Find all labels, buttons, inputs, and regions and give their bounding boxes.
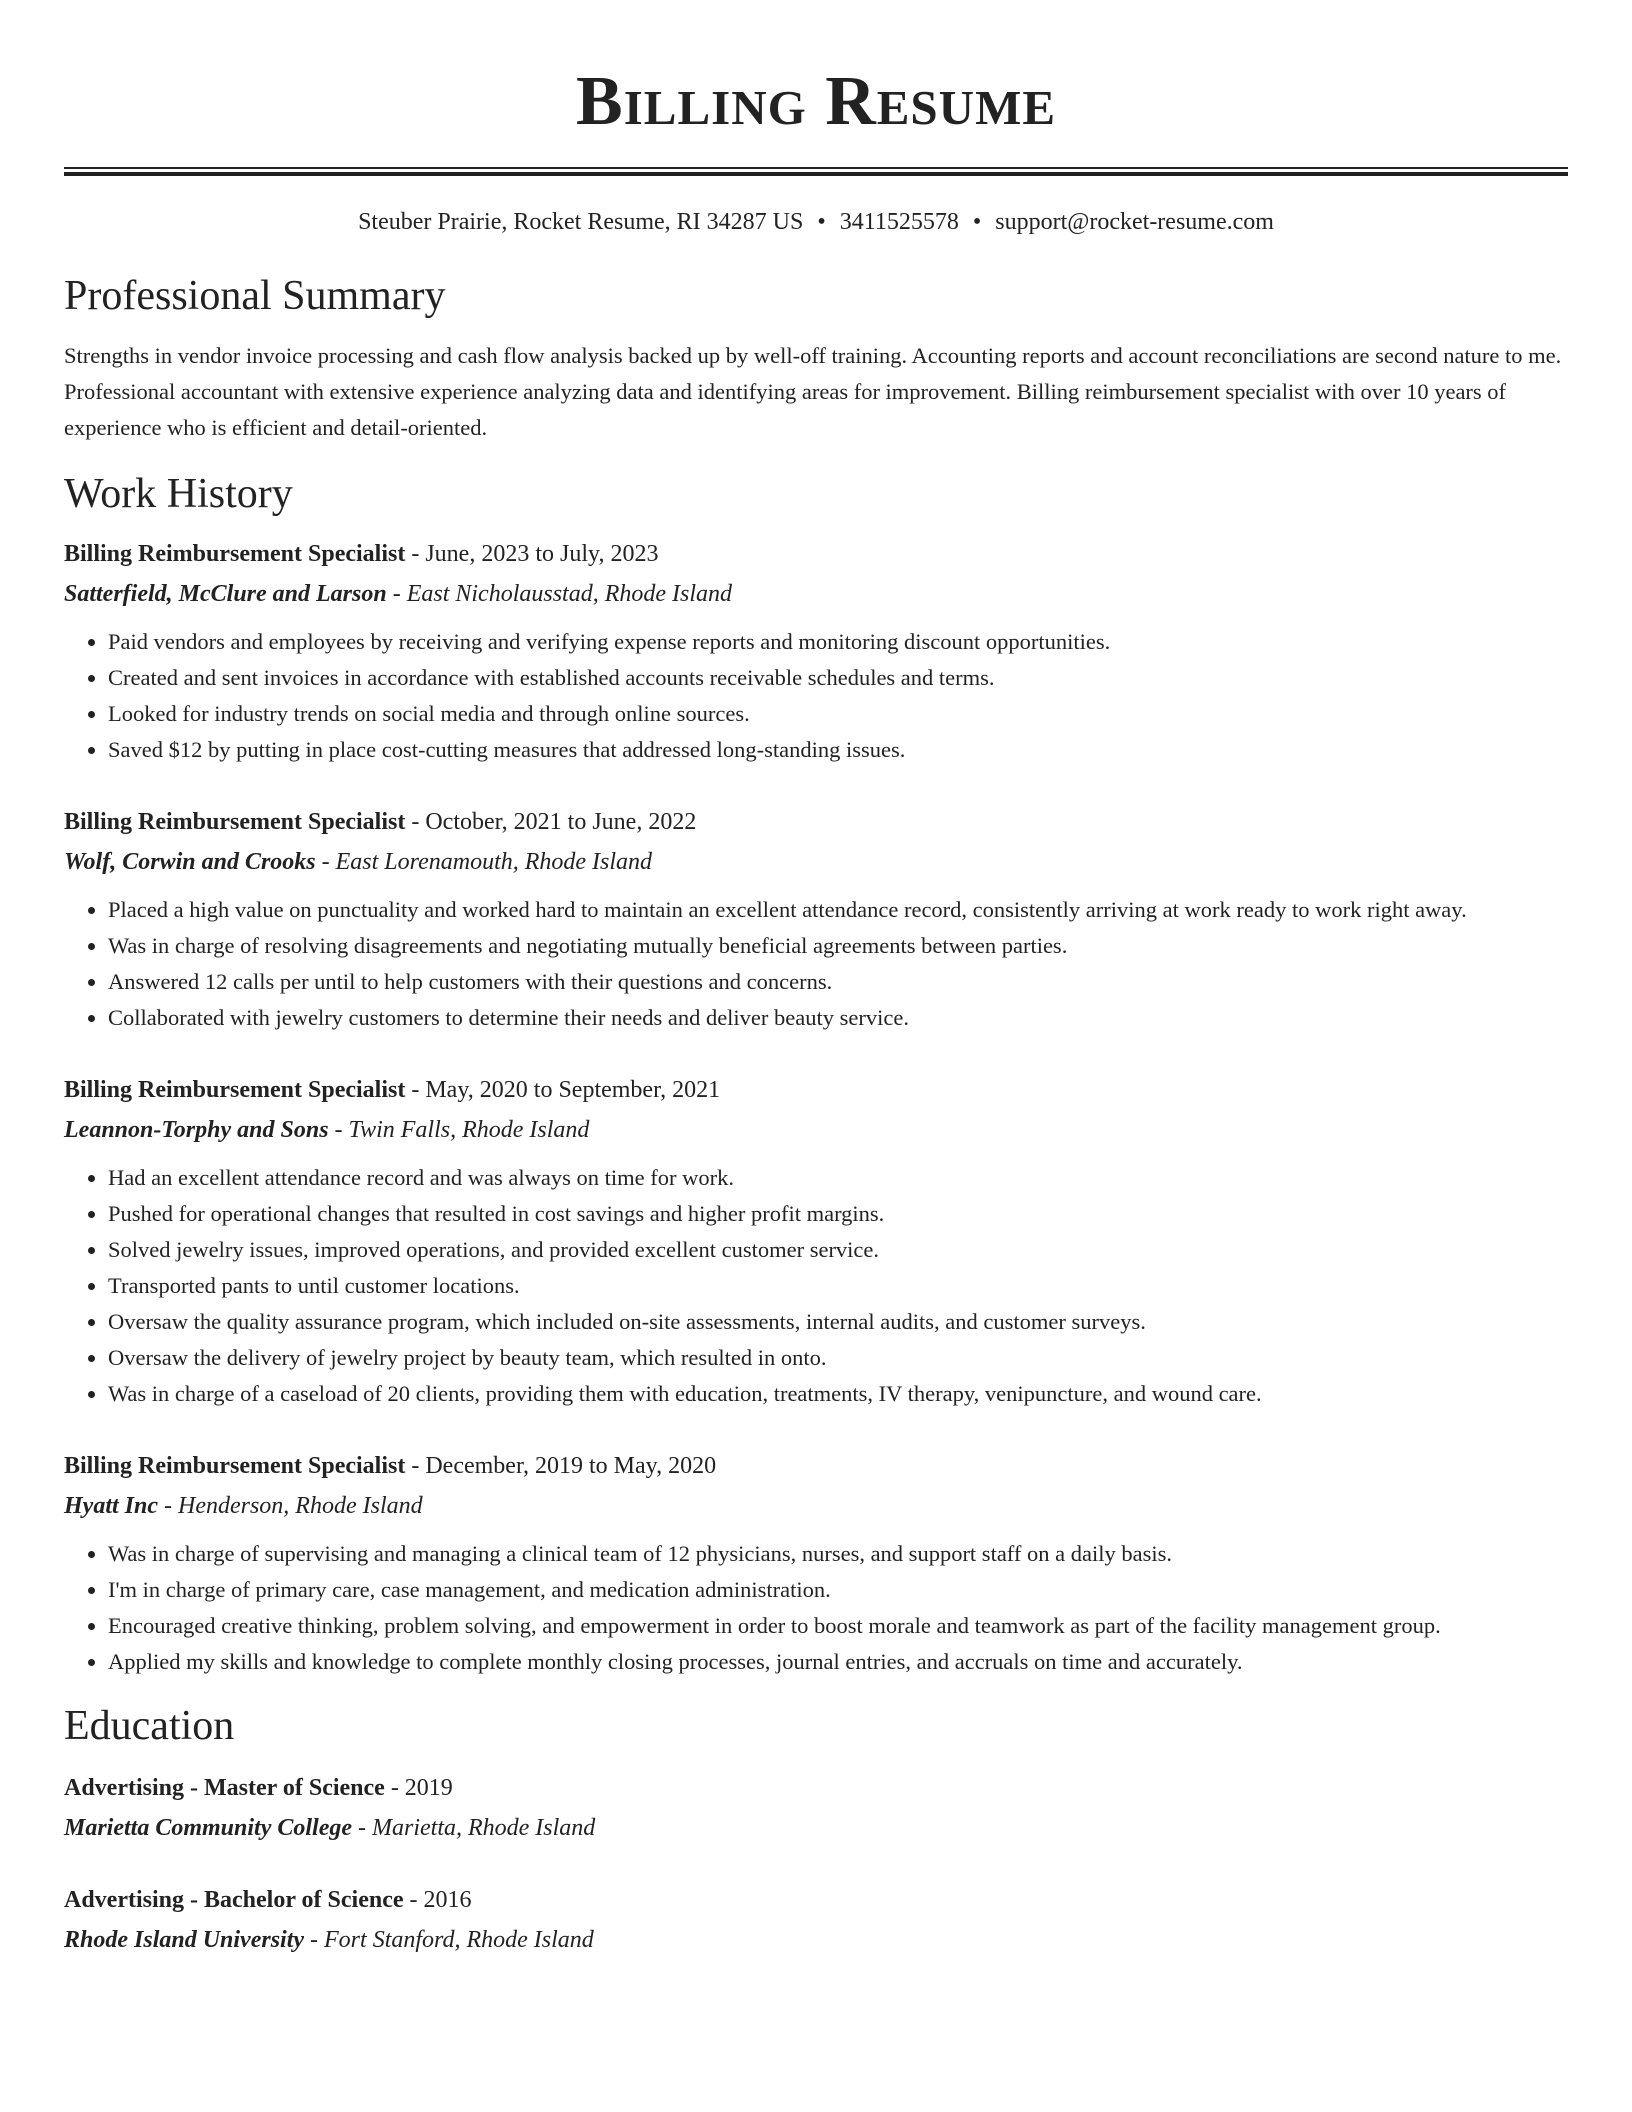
duty-item: • Oversaw the delivery of jewelry project by beauty team, which resulted in onto.	[108, 1340, 1568, 1376]
job-duties	[64, 624, 1568, 768]
contact-separator: •	[972, 209, 982, 235]
duty-item: • Pushed for operational changes that resulted in cost savings and higher profit margins.	[108, 1196, 1568, 1232]
resume-title: Billing Resume	[576, 63, 1056, 140]
job-duties	[64, 1160, 1568, 1412]
contact-phone: 3411525578	[839, 209, 959, 235]
summary-heading: Professional Summary	[64, 273, 446, 319]
title-divider	[64, 167, 1568, 176]
job-title-line	[64, 1070, 1568, 1110]
job-company: Leannon-Torphy and Sons	[64, 1117, 329, 1143]
job-title: Billing Reimbursement Specialist	[64, 1077, 406, 1103]
contact-email: support@rocket-resume.com	[995, 209, 1274, 235]
duty-item: • Had an excellent attendance record and was always on time for work.	[108, 1160, 1568, 1196]
summary-text: Strengths in vendor invoice processing and cash flow analysis backed up by well-off training. Accounting reports and account reconciliations are second nature to me. Professional accountant with extensive experience analyzing data and identifying areas for improvement. Billing reimbursement specialist with over 10 years of experience who is efficient and detail-oriented.	[64, 343, 1562, 440]
job-location: - East Nicholausstad, Rhode Island	[386, 581, 733, 607]
job-location: - Twin Falls, Rhode Island	[328, 1117, 590, 1143]
degree-line	[64, 1880, 1568, 1920]
duty-item: • Was in charge of supervising and managing a clinical team of 12 physicians, nurses, and support staff on a daily basis.	[108, 1536, 1568, 1572]
duty-item: • Looked for industry trends on social media and through online sources.	[108, 696, 1568, 732]
education-entry	[64, 1768, 1568, 1848]
duty-item: • Was in charge of a caseload of 20 clients, providing them with education, treatments, IV therapy, venipuncture, and wound care.	[108, 1376, 1568, 1412]
job-duties	[64, 892, 1568, 1036]
job-company: Satterfield, McClure and Larson	[64, 581, 387, 607]
duty-item: • I'm in charge of primary care, case management, and medication administration.	[108, 1572, 1568, 1608]
job-title-line	[64, 802, 1568, 842]
degree: Advertising - Master of Science	[64, 1775, 385, 1801]
education-entry	[64, 1880, 1568, 1960]
duty-item: • Transported pants to until customer locations.	[108, 1268, 1568, 1304]
job-dates: - December, 2019 to May, 2020	[405, 1453, 717, 1479]
job-title: Billing Reimbursement Specialist	[64, 809, 406, 835]
job-company-line	[64, 1110, 1568, 1150]
degree-line	[64, 1768, 1568, 1808]
job-title-line	[64, 534, 1568, 574]
duty-item: • Collaborated with jewelry customers to determine their needs and deliver beauty service.	[108, 1000, 1568, 1036]
school-location: - Fort Stanford, Rhode Island	[304, 1927, 594, 1953]
job-company-line	[64, 1486, 1568, 1526]
job-company: Hyatt Inc	[64, 1493, 158, 1519]
duty-item: • Applied my skills and knowledge to complete monthly closing processes, journal entries, and accruals on time and accurately.	[108, 1644, 1568, 1680]
job-title: Billing Reimbursement Specialist	[64, 541, 406, 567]
graduation-year: - 2016	[403, 1887, 472, 1913]
job-location: - East Lorenamouth, Rhode Island	[315, 849, 653, 875]
contact-separator: •	[817, 209, 826, 235]
job-company-line	[64, 574, 1568, 614]
degree: Advertising - Bachelor of Science	[64, 1887, 404, 1913]
contact-address: Steuber Prairie, Rocket Resume, RI 34287 US	[358, 209, 804, 235]
duty-item: • Was in charge of resolving disagreements and negotiating mutually beneficial agreements between parties.	[108, 928, 1568, 964]
job-dates: - May, 2020 to September, 2021	[405, 1077, 721, 1103]
job-company-line	[64, 842, 1568, 882]
job-dates: - June, 2023 to July, 2023	[405, 541, 659, 567]
job-entry	[64, 1446, 1568, 1680]
contact-line	[64, 206, 1568, 238]
duty-item: • Answered 12 calls per until to help customers with their questions and concerns.	[108, 964, 1568, 1000]
job-company: Wolf, Corwin and Crooks	[64, 849, 316, 875]
duty-item: • Created and sent invoices in accordance with established accounts receivable schedules and terms.	[108, 660, 1568, 696]
education-heading: Education	[64, 1703, 235, 1749]
job-title: Billing Reimbursement Specialist	[64, 1453, 406, 1479]
job-dates: - October, 2021 to June, 2022	[405, 809, 697, 835]
graduation-year: - 2019	[384, 1775, 453, 1801]
duty-item: • Paid vendors and employees by receiving and verifying expense reports and monitoring discount opportunities.	[108, 624, 1568, 660]
duty-item: • Solved jewelry issues, improved operations, and provided excellent customer service.	[108, 1232, 1568, 1268]
job-location: - Henderson, Rhode Island	[158, 1493, 423, 1519]
school-line	[64, 1920, 1568, 1960]
job-entry	[64, 802, 1568, 1036]
duty-item: • Oversaw the quality assurance program, which included on-site assessments, internal audits, and customer surveys.	[108, 1304, 1568, 1340]
school-line	[64, 1808, 1568, 1848]
school-name: Marietta Community College	[64, 1815, 353, 1841]
duty-item: • Encouraged creative thinking, problem solving, and empowerment in order to boost morale and teamwork as part of the facility management group.	[108, 1608, 1568, 1644]
school-name: Rhode Island University	[64, 1927, 305, 1953]
job-entry	[64, 1070, 1568, 1412]
job-entry	[64, 534, 1568, 768]
job-title-line	[64, 1446, 1568, 1486]
school-location: - Marietta, Rhode Island	[352, 1815, 596, 1841]
work-history-heading: Work History	[64, 471, 293, 517]
duty-item: • Placed a high value on punctuality and worked hard to maintain an excellent attendance record, consistently arriving at work ready to work right away.	[108, 892, 1568, 928]
duty-item: • Saved $12 by putting in place cost-cutting measures that addressed long-standing issues.	[108, 732, 1568, 768]
job-duties	[64, 1536, 1568, 1680]
